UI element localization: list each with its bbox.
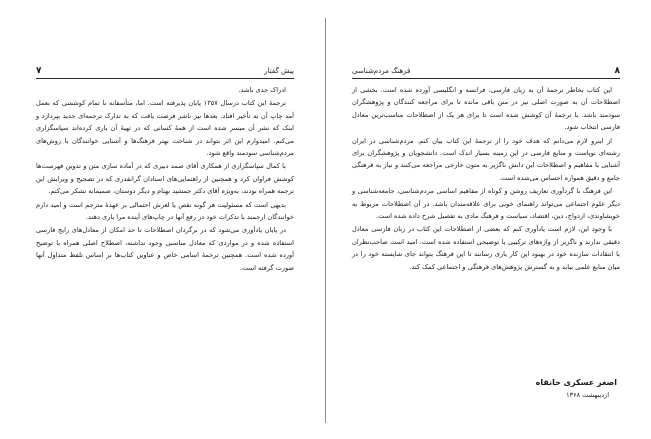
- left-body-text: [36, 84, 294, 275]
- page-number: ۷: [36, 66, 42, 76]
- right-page: [326, 0, 651, 439]
- header-rule: [352, 78, 620, 79]
- paragraph: ترجمهٔ این کتاب درسال ۱۳۵۷ پایان پذیرفته است. اما، متأسفانه با تمام کوششی که بعمل آمد چاپ آن به تأخیر افتاد. بعدها نیز ناشر فرصت یافت که به تدارک ترجمه‌ای جدید بپردازد و اینک که نشر آن میسر شده است از همهٔ کسانی که در تهیهٔ آن یاری کرده‌اند سپاسگزاری می‌کنم. امیدوارم این اثر بتواند در شناخت بهتر فرهنگ‌ها و آشنایی خوانندگان با روش‌های مردم‌شناسی سودمند واقع شود.: [36, 99, 294, 158]
- paragraph: این کتاب بخاطر ترجمهٔ آن به زبان فارسی، فرانسه و انگلیسی آورده شده است. بخشی از اصطلاحات آن به صورت اصلی نیز در متن باقی مانده تا برای مراجعه کنندگان و پژوهشگران سودمند باشد. با ترجمهٔ آن کوشش شده است تا برای هر یک از اصطلاحات مناسب‌ترین معادل فارسی انتخاب شود.: [352, 86, 620, 132]
- signature-date: اردیبهشت ۱۳۶۸: [566, 391, 609, 399]
- paragraph: بدیهی است که مسئولیت هر گونه نقص یا لغزش احتمالی بر عهدهٔ مترجم است و امید دارم خوانندگان ارجمند با تذکرات خود در رفع آنها در چاپ‌های آینده مرا یاری دهند.: [36, 200, 294, 222]
- translator-signature: [536, 376, 617, 401]
- left-running-head: [36, 64, 294, 78]
- paragraph: با وجود این، لازم است یادآوری کنم که بعضی از اصطلاحات این کتاب در زبان فارسی معادل دقیقی ندارند و ناگزیر از واژه‌های ترکیبی یا توضیحی استفاده شده است. امید است صاحب‌نظران با انتقادات سازنده خود در بهبود این کار یاری رسانند تا این فرهنگ بتواند جای شایسته خود را در میان منابع علمی بیابد و به گسترش پژوهش‌های فرهنگی و اجتماعی کمک کند.: [352, 225, 620, 271]
- right-running-head: [352, 64, 620, 78]
- paragraph: از اینرو لازم می‌دانم که هدف خود را از ترجمهٔ این کتاب بیان کنم. مردم‌شناسی در ایران رشته‌ای نوپاست و منابع فارسی در این زمینه بسیار اندک است. دانشجویان و پژوهشگران برای آشنایی با مفاهیم و اصطلاحات این دانش ناگزیر به متون خارجی مراجعه می‌کنند و نیاز به فرهنگی جامع و دقیق همواره احساس می‌شده است.: [352, 136, 620, 182]
- paragraph: با کمال سپاسگزاری از همکاری آقای صمد دبیری که در آماده سازی متن و تدوین فهرست‌ها کوشش فراوان کرد و همچنین از راهنمایی‌های استادان گرانقدری که در تصحیح و ویرایش این ترجمه همراه بودند، به‌ویژه آقای دکتر جمشید بهنام و دیگر دوستان، صمیمانه تشکر می‌کنم.: [36, 162, 294, 196]
- paragraph: ادراک جدی باشد.: [238, 86, 286, 94]
- right-body-text: [352, 84, 620, 274]
- translator-name: اصغر عسکری خانقاه: [535, 378, 617, 387]
- running-title: فرهنگ مردم‌شناسی: [352, 67, 411, 75]
- paragraph: در پایان یادآوری می‌شود که در برگردان اصطلاحات تا حد امکان از معادل‌های رایج فارسی استفاده شده و در مواردی که معادل مناسبی وجود نداشته، اصطلاح اصلی همراه با توضیح آورده شده است. همچنین ترجمهٔ اسامی خاص و عناوین کتاب‌ها بر اساس تلفظ متداول آنها صورت گرفته است.: [36, 226, 294, 272]
- paragraph: این فرهنگ با گردآوری تعاریف روشن و کوتاه از مفاهیم اساسی مردم‌شناسی، جامعه‌شناسی و دیگر علوم اجتماعی می‌تواند راهنمای خوبی برای علاقه‌مندان باشد. در آن اصطلاحات مربوط به خویشاوندی، ازدواج، دین، اقتصاد، سیاست و فرهنگ مادی به تفصیل شرح داده شده است.: [352, 187, 620, 221]
- page-number: ۸: [614, 66, 620, 76]
- running-title: پیش گفتار: [264, 67, 294, 75]
- header-rule: [36, 78, 294, 79]
